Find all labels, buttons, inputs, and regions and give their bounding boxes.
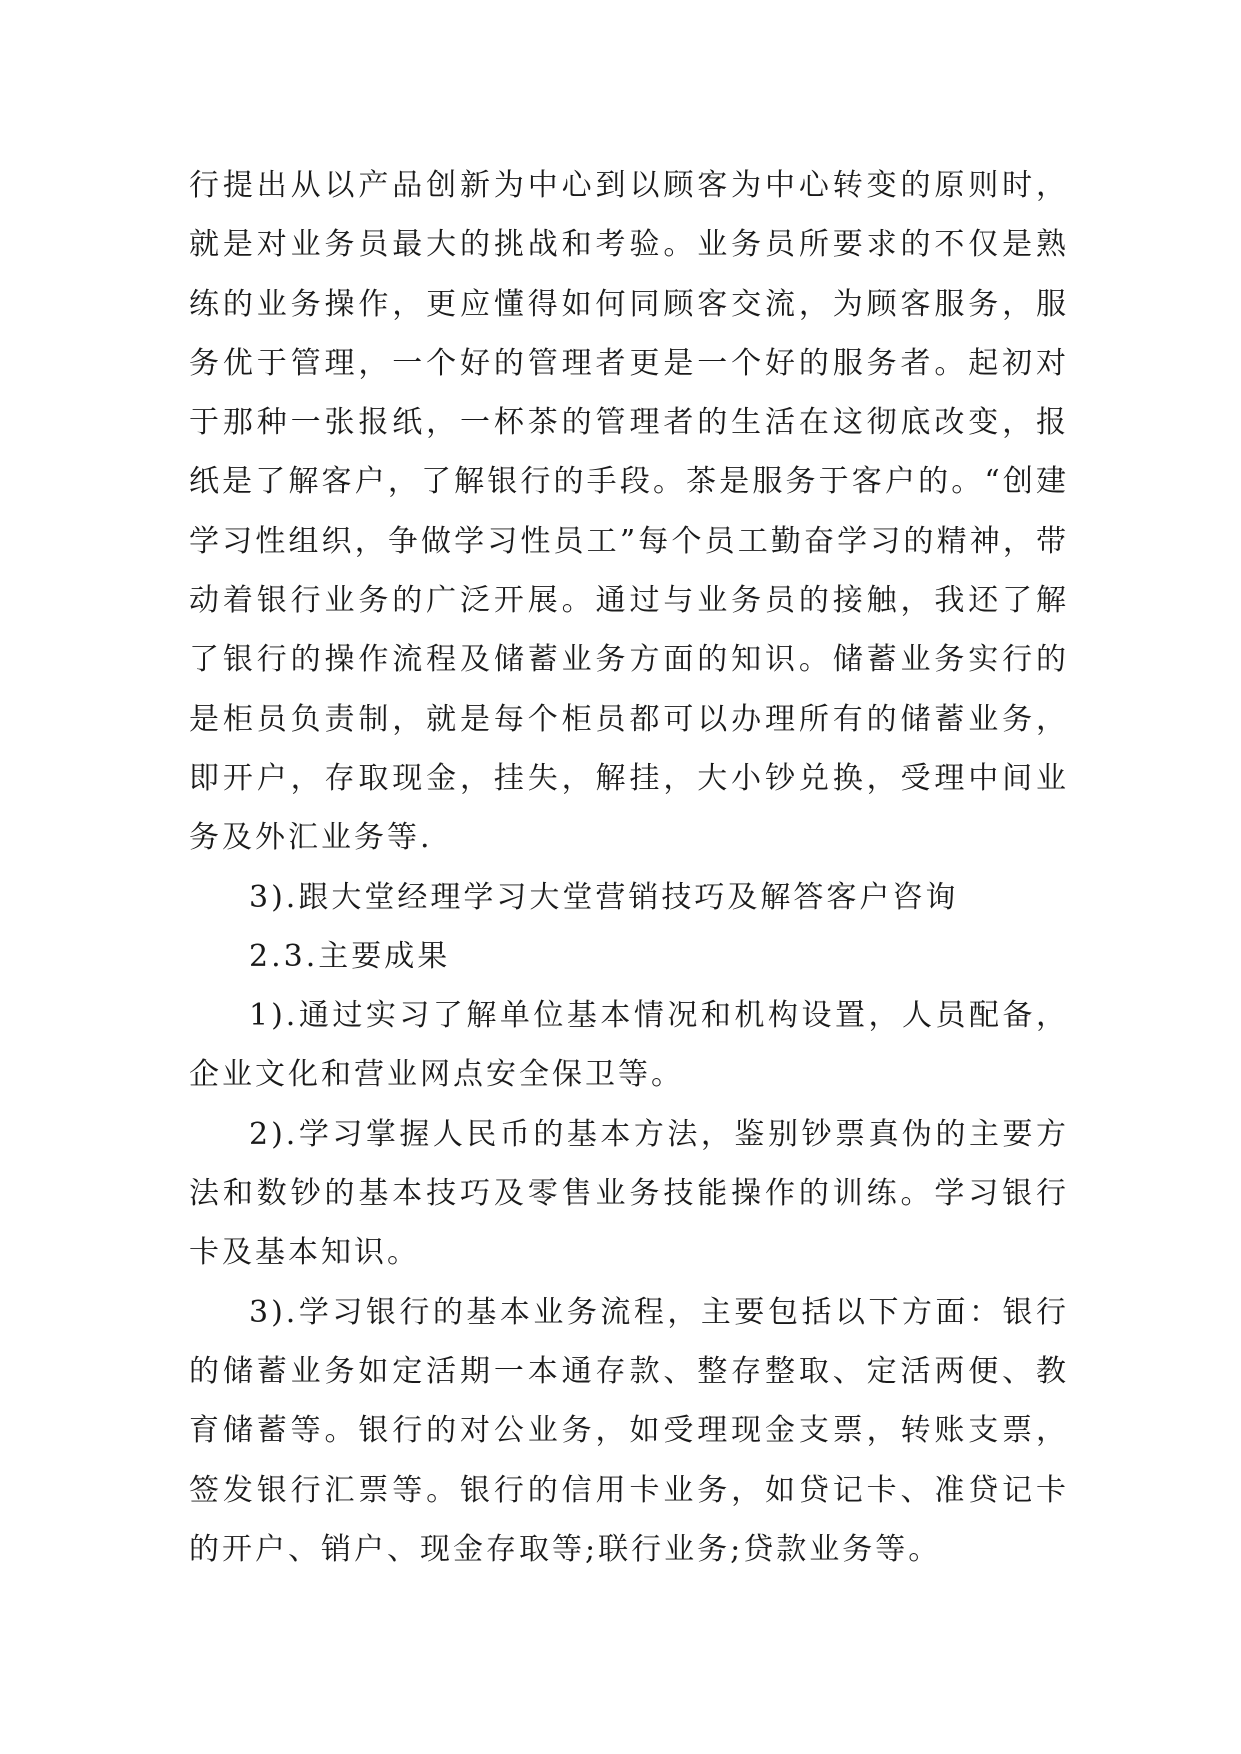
section-heading-main-results: 2.3.主要成果 bbox=[249, 938, 451, 974]
paragraph-result-3: 3).学习银行的基本业务流程，主要包括以下方面：银行的储蓄业务如定活期一本通存款、整存整取、定活两便、教育储蓄等。银行的对公业务，如受理现金支票，转账支票，签发银行汇票等。银行的信用卡业务，如贷记卡、准贷记卡的开户、销户、现金存取等;联行业务;贷款业务等。 bbox=[189, 1294, 1069, 1567]
document-body bbox=[189, 156, 1069, 1579]
paragraph-continuation: 行提出从以产品创新为中心到以顾客为中心转变的原则时，就是对业务员最大的挑战和考验。业务员所要求的不仅是熟练的业务操作，更应懂得如何同顾客交流，为顾客服务，服务优于管理，一个好的管理者更是一个好的服务者。起初对于那种一张报纸，一杯茶的管理者的生活在这彻底改变，报纸是了解客户，了解银行的手段。茶是服务于客户的。“创建学习性组织，争做学习性员工”每个员工勤奋学习的精神，带动着银行业务的广泛开展。通过与业务员的接触，我还了解了银行的操作流程及储蓄业务方面的知识。储蓄业务实行的是柜员负责制，就是每个柜员都可以办理所有的储蓄业务，即开户，存取现金，挂失，解挂，大小钞兑换，受理中间业务及外汇业务等. bbox=[189, 168, 1069, 856]
paragraph-result-2: 2).学习掌握人民币的基本方法，鉴别钞票真伪的主要方法和数钞的基本技巧及零售业务技能操作的训练。学习银行卡及基本知识。 bbox=[189, 1116, 1069, 1271]
paragraph-result-1: 1).通过实习了解单位基本情况和机构设置，人员配备，企业文化和营业网点安全保卫等。 bbox=[189, 998, 1069, 1093]
paragraph-item-lobby-manager: 3).跟大堂经理学习大堂营销技巧及解答客户咨询 bbox=[249, 879, 959, 915]
